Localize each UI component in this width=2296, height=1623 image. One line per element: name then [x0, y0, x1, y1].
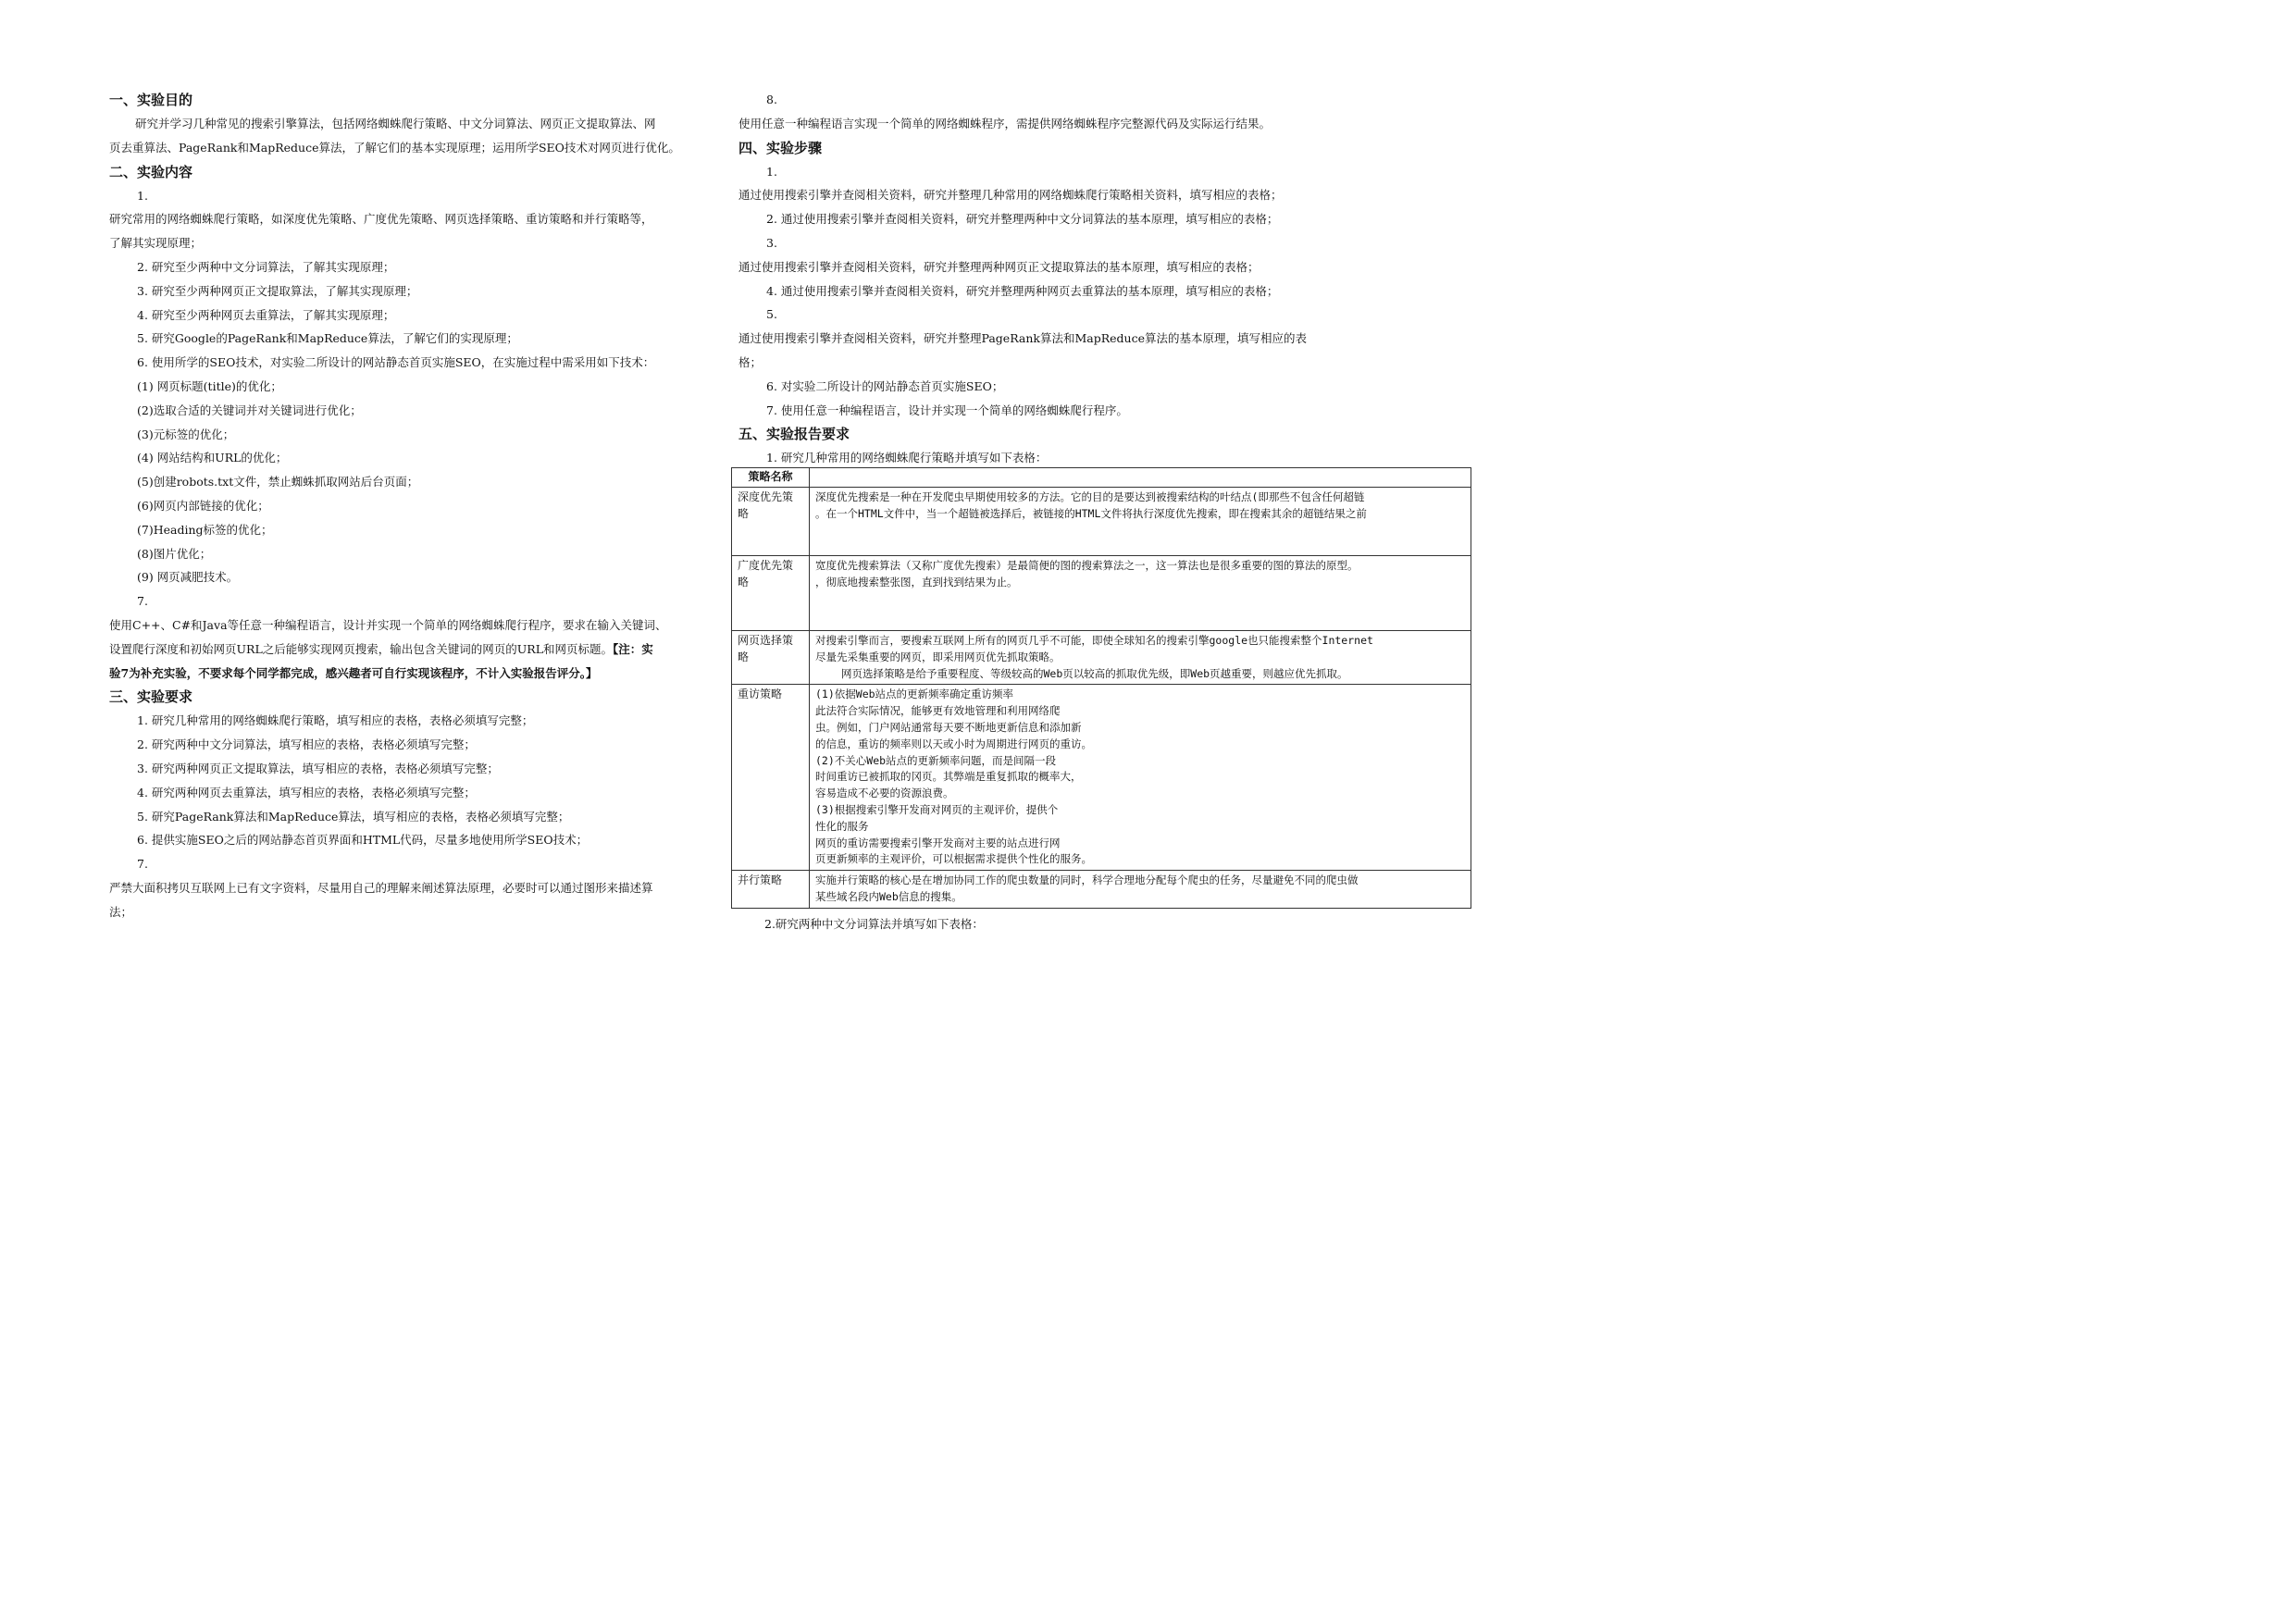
strategy-table	[731, 467, 1471, 909]
strategy-desc	[810, 871, 1471, 909]
desc-line: ，彻底地搜索整张图，直到找到结果为止。	[815, 575, 1018, 588]
desc-line: 此法符合实际情况，能够更有效地管理和利用网络爬	[815, 704, 1061, 718]
strategy-desc	[810, 631, 1471, 685]
list-item: 研究常用的网络蜘蛛爬行策略，如深度优先策略、广度优先策略、网页选择策略、重访策略和并行策略等，	[109, 212, 653, 227]
sub-item: (5)创建robots.txt文件，禁止蜘蛛抓取网站后台页面；	[137, 475, 419, 489]
table-header-empty	[810, 468, 1471, 488]
strategy-name: 广度优先策略	[732, 556, 810, 631]
list-number: 8.	[766, 93, 777, 106]
list-item: 通过使用搜索引擎并查阅相关资料，研究并整理两种网页正文提取算法的基本原理，填写相应的表格；	[738, 259, 1260, 274]
list-item	[109, 638, 714, 662]
list-item: 1. 研究几种常用的网络蜘蛛爬行策略并填写如下表格：	[766, 451, 1048, 465]
list-item: 4. 通过使用搜索引擎并查阅相关资料，研究并整理两种网页去重算法的基本原理，填写相应的表格；	[766, 283, 1279, 298]
desc-line: (2)不关心Web站点的更新频率问题，而是间隔一段	[815, 753, 1057, 767]
sub-item: (1) 网页标题(title)的优化；	[137, 378, 282, 393]
list-item: 了解其实现原理；	[109, 236, 203, 251]
table-row	[732, 685, 1471, 871]
list-number: 1.	[137, 188, 148, 203]
sub-item: (4) 网站结构和URL的优化；	[137, 451, 288, 465]
list-item: 1. 研究几种常用的网络蜘蛛爬行策略，填写相应的表格，表格必须填写完整；	[137, 713, 534, 728]
list-number: 7.	[137, 594, 148, 609]
strategy-desc	[810, 556, 1471, 631]
strategy-desc	[810, 488, 1471, 556]
desc-line: 时间重访已被抓取的冈页。其弊端是重复抓取的概率大，	[815, 770, 1082, 784]
desc-line: 容易造成不必要的资源浪费。	[815, 787, 954, 800]
list-item: 通过使用搜索引擎并查阅相关资料，研究并整理PageRank算法和MapReduce算法的基本原理，填写相应的表	[738, 331, 1307, 346]
strategy-name: 并行策略	[732, 871, 810, 909]
left-column	[109, 88, 714, 924]
desc-line: 宽度优先搜索算法（又称广度优先搜索）是最简便的图的搜索算法之一，这一算法也是很多重要的图的算法的原型。	[815, 559, 1359, 572]
table-row	[732, 631, 1471, 685]
list-item: 使用C++、C#和Java等任意一种编程语言，设计并实现一个简单的网络蜘蛛爬行程序，要求在输入关键词、	[109, 617, 667, 632]
list-item: 2. 研究两种中文分词算法，填写相应的表格，表格必须填写完整；	[137, 737, 476, 752]
list-item: 格；	[738, 354, 763, 369]
strategy-name: 网页选择策略	[732, 631, 810, 685]
strategy-desc	[810, 685, 1471, 871]
desc-line: 对搜索引擎而言，要搜索互联网上所有的网页几乎不可能，即使全球知名的搜索引擎google也只能搜索整个Internet	[815, 634, 1373, 647]
list-item: 6. 使用所学的SEO技术，对实验二所设计的网站静态首页实施SEO，在实施过程中需采用如下技术：	[137, 355, 655, 370]
list-number: 5.	[766, 307, 777, 322]
section-heading-steps: 四、实验步骤	[738, 139, 823, 156]
list-item: 5. 研究PageRank算法和MapReduce算法，填写相应的表格，表格必须填写完整；	[137, 809, 570, 824]
note-text: 验7为补充实验，不要求每个同学都完成，感兴趣者可自行实现该程序，不计入实验报告评分。】	[109, 665, 598, 680]
right-column	[738, 88, 1451, 470]
sub-item: (6)网页内部链接的优化；	[137, 498, 269, 513]
list-number: 7.	[137, 857, 148, 872]
desc-line: 页更新频率的主观评价，可以根据需求提供个性化的服务。	[815, 852, 1092, 866]
list-item: 使用任意一种编程语言实现一个简单的网络蜘蛛程序，需提供网络蜘蛛程序完整源代码及实际运行结果。	[738, 116, 1272, 130]
section-heading-purpose: 一、实验目的	[109, 92, 193, 108]
desc-line: 虫。例如，门户网站通常每天要不断地更新信息和添加新	[815, 720, 1082, 734]
list-item: 法；	[109, 904, 133, 919]
desc-line: 深度优先搜索是一种在开发爬虫早期使用较多的方法。它的目的是要达到被搜索结构的叶结点(即那些不包含任何超链	[815, 490, 1365, 503]
list-item: 4. 研究至少两种网页去重算法，了解其实现原理；	[137, 307, 395, 322]
list-item: 6. 对实验二所设计的网站静态首页实施SEO；	[766, 378, 1004, 393]
strategy-name: 深度优先策略	[732, 488, 810, 556]
list-item: 6. 提供实施SEO之后的网站静态首页界面和HTML代码，尽量多地使用所学SEO技术；	[137, 833, 589, 848]
list-item: 5. 研究Google的PageRank和MapReduce算法，了解它们的实现原理；	[137, 331, 518, 346]
list-item: 3. 研究至少两种网页正文提取算法，了解其实现原理；	[137, 283, 418, 298]
table-row	[732, 871, 1471, 909]
desc-line: (3)根据搜索引擎开发商对网页的主观评价，提供个	[815, 802, 1059, 816]
desc-line: 性化的服务	[815, 819, 869, 833]
list-item: 3. 研究两种网页正文提取算法，填写相应的表格，表格必须填写完整；	[137, 761, 499, 775]
next-table-caption: 2.研究两种中文分词算法并填写如下表格：	[764, 917, 984, 931]
table-header-row	[732, 468, 1471, 488]
sub-item: (2)选取合适的关键词并对关键词进行优化；	[137, 403, 362, 417]
note-text: 【注：实	[613, 641, 653, 656]
desc-line: 尽量先采集重要的网页，即采用网页优先抓取策略。	[815, 650, 1061, 663]
sub-item: (9) 网页减肥技术。	[137, 570, 239, 585]
desc-line: (1)依据Web站点的更新频率确定重访频率	[815, 688, 1014, 701]
list-item: 严禁大面积拷贝互联网上已有文字资料，尽量用自己的理解来阐述算法原理，必要时可以通过图形来描述算	[109, 880, 653, 895]
list-number: 3.	[766, 235, 777, 250]
table-row	[732, 556, 1471, 631]
desc-line: 的信息，重访的频率则以天或小时为周期进行网页的重访。	[815, 737, 1092, 750]
desc-line: 实施并行策略的核心是在增加协同工作的爬虫数量的同时，科学合理地分配每个爬虫的任务，尽量避免不同的爬虫做	[815, 873, 1359, 887]
sub-item: (3)元标签的优化；	[137, 427, 235, 441]
desc-line: 某些域名段内Web信息的搜集。	[815, 889, 962, 903]
section-heading-requirements: 三、实验要求	[109, 688, 193, 706]
list-number: 1.	[766, 164, 777, 179]
sub-item: (8)图片优化；	[137, 546, 212, 561]
list-item: 2. 通过使用搜索引擎并查阅相关资料，研究并整理两种中文分词算法的基本原理，填写相应的表格；	[766, 212, 1279, 227]
paragraph: 研究并学习几种常见的搜索引擎算法，包括网络蜘蛛爬行策略、中文分词算法、网页正文提取算法、网	[135, 117, 656, 130]
desc-line: 网页选择策略是给予重要程度、等级较高的Web页以较高的抓取优先级，即Web页越重要，则越应优先抓取。	[841, 666, 1348, 680]
sub-item: (7)Heading标签的优化；	[137, 522, 273, 537]
section-heading-content: 二、实验内容	[109, 163, 193, 180]
paragraph: 页去重算法、PageRank和MapReduce算法，了解它们的基本实现原理；运用所学SEO技术对网页进行优化。	[109, 140, 680, 155]
table-row	[732, 488, 1471, 556]
list-item: 7. 使用任意一种编程语言，设计并实现一个简单的网络蜘蛛爬行程序。	[766, 403, 1128, 417]
table-header: 策略名称	[732, 468, 810, 488]
list-item: 通过使用搜索引擎并查阅相关资料，研究并整理几种常用的网络蜘蛛爬行策略相关资料，填写相应的表格；	[738, 188, 1283, 203]
desc-line: 网页的重访需要搜索引擎开发商对主要的站点进行网	[815, 836, 1061, 849]
section-heading-report: 五、实验报告要求	[738, 426, 850, 443]
list-item-text: 设置爬行深度和初始网页URL之后能够实现网页搜索，输出包含关键词的网页的URL和网页标题。	[109, 641, 613, 656]
list-item: 2. 研究至少两种中文分词算法，了解其实现原理；	[137, 259, 395, 274]
desc-line: 。在一个HTML文件中，当一个超链被选择后，被链接的HTML文件将执行深度优先搜索，即在搜索其余的超链结果之前	[815, 506, 1367, 520]
list-item: 4. 研究两种网页去重算法，填写相应的表格，表格必须填写完整；	[137, 785, 476, 799]
strategy-name: 重访策略	[732, 685, 810, 871]
